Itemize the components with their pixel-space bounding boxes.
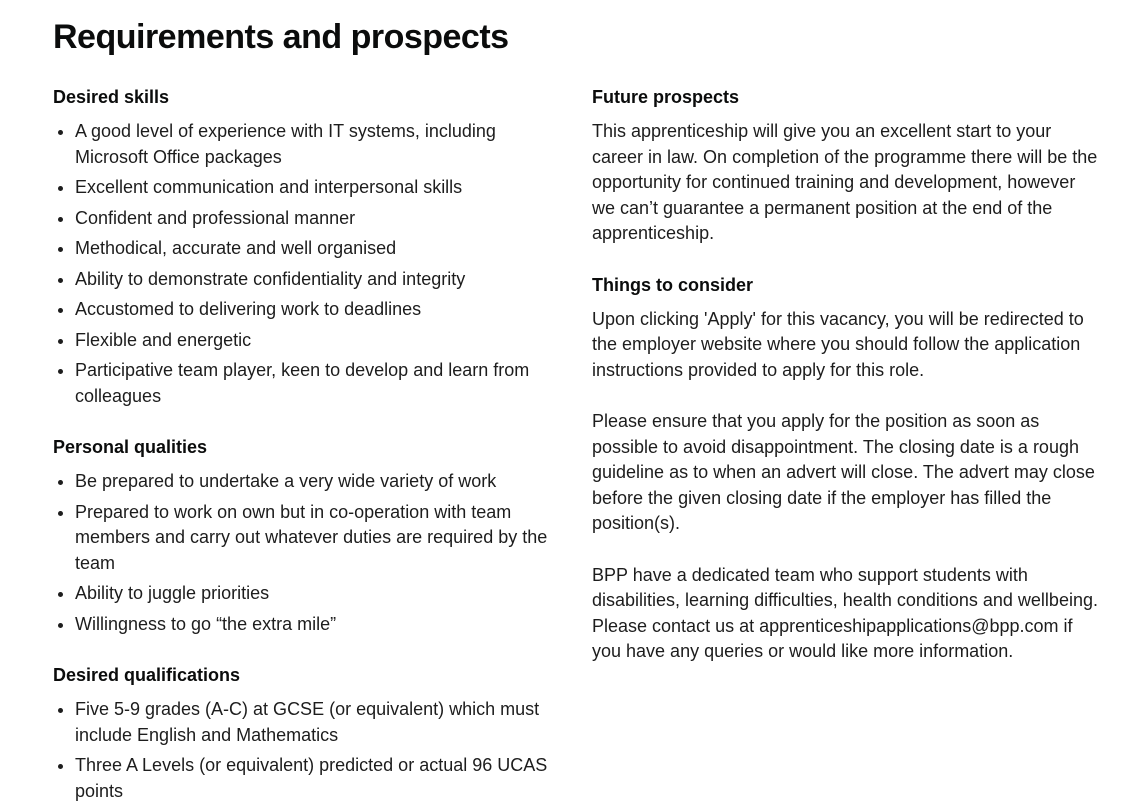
section-desired-qualifications: [53, 665, 561, 803]
list-item: • Prepared to work on own but in co-operation with team members and carry out whatever duties are required by the team: [75, 500, 561, 577]
left-column: [53, 87, 561, 803]
personal-qualities-list: [53, 469, 561, 637]
things-to-consider-paragraph: Please ensure that you apply for the position as soon as possible to avoid disappointment. The closing date is a rough guideline as to when an advert will close. The advert may close before the given closing date if the employer has filled the position(s).: [592, 411, 1095, 533]
list-item: • Ability to juggle priorities: [75, 581, 561, 607]
desired-qualifications-list: [53, 697, 561, 803]
list-item: • Five 5-9 grades (A-C) at GCSE (or equivalent) which must include English and Mathematics: [75, 697, 561, 748]
future-prospects-heading: Future prospects: [592, 87, 740, 107]
section-desired-skills: [53, 87, 561, 409]
desired-qualifications-heading: Desired qualifications: [53, 665, 241, 685]
future-prospects-paragraph: This apprenticeship will give you an excellent start to your career in law. On completion of the programme there will be the opportunity for continued training and development, however we can’t guarantee a permanent position at the end of the apprenticeship.: [592, 121, 1098, 243]
two-column-layout: [53, 87, 1100, 803]
list-item: • Participative team player, keen to develop and learn from colleagues: [75, 358, 561, 409]
list-item: • Flexible and energetic: [75, 328, 561, 354]
list-item: • Methodical, accurate and well organised: [75, 236, 561, 262]
list-item: • Confident and professional manner: [75, 206, 561, 232]
section-personal-qualities: [53, 437, 561, 637]
list-item: • Three A Levels (or equivalent) predicted or actual 96 UCAS points: [75, 753, 561, 803]
list-item: • Excellent communication and interpersonal skills: [75, 175, 561, 201]
section-future-prospects: [592, 87, 1100, 247]
right-column: [592, 87, 1100, 803]
desired-skills-list: [53, 119, 561, 409]
things-to-consider-paragraph: BPP have a dedicated team who support students with disabilities, learning difficulties, health conditions and wellbeing. Please contact us at apprenticeshipapplications@bpp.com if you have any queries or would like more information.: [592, 564, 1098, 661]
list-item: • Ability to demonstrate confidentiality and integrity: [75, 267, 561, 293]
list-item: • Be prepared to undertake a very wide variety of work: [75, 469, 561, 495]
section-things-to-consider: [592, 275, 1100, 665]
list-item: • Willingness to go “the extra mile”: [75, 612, 561, 638]
list-item: • A good level of experience with IT systems, including Microsoft Office packages: [75, 119, 561, 170]
page-title: Requirements and prospects: [53, 18, 509, 56]
things-to-consider-heading: Things to consider: [592, 274, 754, 295]
things-to-consider-paragraph: Upon clicking 'Apply' for this vacancy, you will be redirected to the employer website where you should follow the application instructions provided to apply for this role.: [592, 308, 1084, 380]
list-item: • Accustomed to delivering work to deadlines: [75, 297, 561, 323]
desired-skills-heading: Desired skills: [53, 87, 170, 107]
personal-qualities-heading: Personal qualities: [53, 437, 208, 457]
